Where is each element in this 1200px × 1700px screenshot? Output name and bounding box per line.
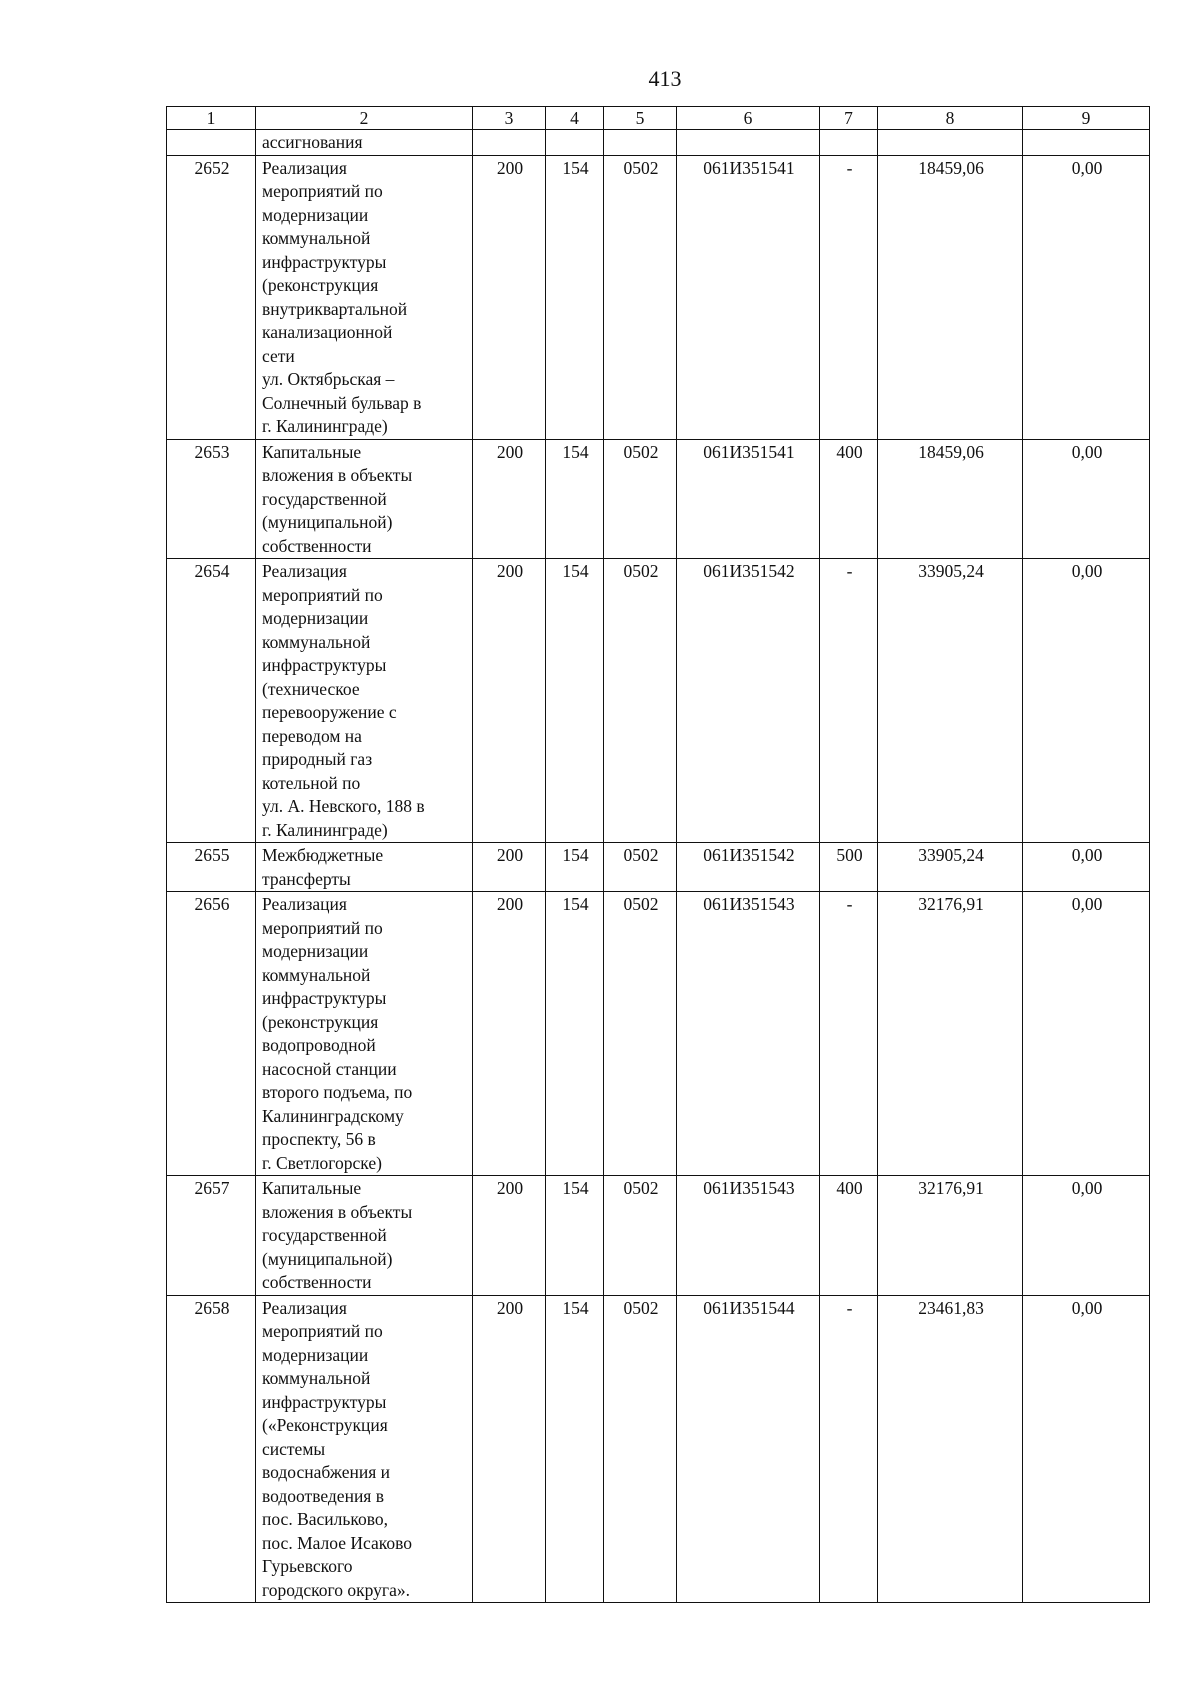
col-3-code: 200	[473, 843, 546, 892]
col-4-code: 154	[546, 1176, 604, 1296]
row-name-line: (техническое	[262, 678, 360, 699]
col-6-code: 061И351543	[677, 1176, 820, 1296]
col-9-amount: 0,00	[1023, 892, 1150, 1176]
row-number: 2657	[167, 1176, 256, 1296]
table-row	[167, 1295, 1150, 1603]
row-name-line: инфраструктуры	[262, 1391, 387, 1412]
row-name-line: модернизации	[262, 1344, 369, 1365]
col-6-code: 061И351541	[677, 155, 820, 439]
row-name-line: второго подъема, по	[262, 1082, 413, 1102]
row-name-line: водопроводной	[262, 1035, 376, 1055]
row-name-line: инфраструктуры	[262, 251, 387, 272]
cell-empty	[677, 130, 820, 156]
row-name-line: инфраструктуры	[262, 655, 387, 675]
col-8-amount: 23461,83	[878, 1295, 1023, 1603]
col-8-amount: 18459,06	[878, 155, 1023, 439]
row-name-line: проспекту, 56 в	[262, 1129, 376, 1149]
table-row	[167, 559, 1150, 843]
row-name-line: вложения в объекты	[262, 1201, 413, 1222]
row-name-line: модернизации	[262, 608, 369, 628]
col-6-code: 061И351543	[677, 892, 820, 1176]
row-name-line: государственной	[262, 488, 387, 509]
row-name-line: (реконструкция	[262, 1011, 379, 1032]
row-name-line: модернизации	[262, 941, 369, 961]
row-name-line: г. Калининграде)	[262, 416, 388, 436]
row-number: 2658	[167, 1295, 256, 1603]
col-7-code: -	[820, 155, 878, 439]
row-number: 2652	[167, 155, 256, 439]
cell-empty	[546, 130, 604, 156]
row-name-line: Калининградскому	[262, 1105, 404, 1126]
col-4-code: 154	[546, 439, 604, 559]
row-name-line: трансферты	[262, 868, 351, 889]
table-row	[167, 155, 1150, 439]
row-name-line: мероприятий по	[262, 1321, 383, 1341]
col-5-code: 0502	[604, 843, 677, 892]
col-3-code: 200	[473, 1176, 546, 1296]
col-4-code: 154	[546, 1295, 604, 1603]
col-7-code: -	[820, 559, 878, 843]
col-3-code: 200	[473, 1295, 546, 1603]
row-name-line: модернизации	[262, 204, 369, 225]
continuation-name: ассигнования	[256, 130, 473, 156]
col-6-code: 061И351544	[677, 1295, 820, 1603]
col-5-code: 0502	[604, 155, 677, 439]
header-col-4: 4	[546, 107, 604, 130]
row-name-line: канализационной	[262, 322, 393, 342]
cell-empty	[473, 130, 546, 156]
header-row	[167, 107, 1150, 130]
row-name-line: г. Калининграде)	[262, 819, 388, 840]
col-5-code: 0502	[604, 439, 677, 559]
header-col-7: 7	[820, 107, 878, 130]
cell-empty	[604, 130, 677, 156]
row-name-line: перевооружение с	[262, 702, 397, 722]
row-name-line: ул. Октябрьская –	[262, 369, 395, 389]
col-8-amount: 33905,24	[878, 559, 1023, 843]
row-name	[256, 559, 473, 843]
col-5-code: 0502	[604, 1176, 677, 1296]
col-8-amount: 33905,24	[878, 843, 1023, 892]
col-8-amount: 32176,91	[878, 892, 1023, 1176]
row-name-line: системы	[262, 1438, 326, 1459]
page-number: 413	[648, 66, 682, 91]
row-name	[256, 1176, 473, 1296]
row-name-line: сети	[262, 345, 295, 366]
row-name-line: природный газ	[262, 749, 373, 769]
col-5-code: 0502	[604, 559, 677, 843]
row-name-line: собственности	[262, 1272, 372, 1292]
row-name	[256, 892, 473, 1176]
row-name-line: Реализация	[262, 561, 347, 581]
row-name-line: Межбюджетные	[262, 845, 384, 865]
col-8-amount: 18459,06	[878, 439, 1023, 559]
col-9-amount: 0,00	[1023, 1176, 1150, 1296]
row-name	[256, 155, 473, 439]
row-name-line: Солнечный бульвар в	[262, 392, 422, 413]
col-4-code: 154	[546, 559, 604, 843]
col-4-code: 154	[546, 843, 604, 892]
col-3-code: 200	[473, 892, 546, 1176]
col-9-amount: 0,00	[1023, 439, 1150, 559]
cell-empty	[1023, 130, 1150, 156]
row-name-line: («Реконструкция	[262, 1415, 388, 1435]
row-name-line: вложения в объекты	[262, 465, 413, 485]
row-name-line: инфраструктуры	[262, 988, 387, 1008]
row-name-line: насосной станции	[262, 1058, 397, 1079]
col-5-code: 0502	[604, 1295, 677, 1603]
col-3-code: 200	[473, 559, 546, 843]
row-name	[256, 1295, 473, 1603]
row-name-line: государственной	[262, 1225, 387, 1245]
row-name-line: коммунальной	[262, 1368, 371, 1388]
col-7-code: -	[820, 892, 878, 1176]
cell-empty	[820, 130, 878, 156]
col-6-code: 061И351541	[677, 439, 820, 559]
table-row	[167, 892, 1150, 1176]
row-name-line: г. Светлогорске)	[262, 1152, 382, 1173]
row-name	[256, 439, 473, 559]
col-6-code: 061И351542	[677, 559, 820, 843]
col-9-amount: 0,00	[1023, 155, 1150, 439]
row-name-line: мероприятий по	[262, 917, 383, 938]
col-4-code: 154	[546, 155, 604, 439]
col-3-code: 200	[473, 439, 546, 559]
row-name-line: городского округа».	[262, 1579, 410, 1600]
row-name-line: мероприятий по	[262, 584, 383, 605]
row-name-line: собственности	[262, 535, 372, 556]
continuation-row	[167, 130, 1150, 156]
row-name	[256, 843, 473, 892]
row-name-line: переводом на	[262, 725, 362, 746]
col-9-amount: 0,00	[1023, 1295, 1150, 1603]
row-name-line: пос. Малое Исаково	[262, 1532, 413, 1553]
row-name-line: Капитальные	[262, 1178, 362, 1198]
col-3-code: 200	[473, 155, 546, 439]
row-name-line: (муниципальной)	[262, 512, 393, 532]
header-col-9: 9	[1023, 107, 1150, 130]
header-col-2: 2	[256, 107, 473, 130]
table-row	[167, 843, 1150, 892]
col-7-code: 400	[820, 439, 878, 559]
col-5-code: 0502	[604, 892, 677, 1176]
col-7-code: -	[820, 1295, 878, 1603]
row-name-line: (муниципальной)	[262, 1248, 393, 1269]
row-number: 2655	[167, 843, 256, 892]
col-4-code: 154	[546, 892, 604, 1176]
budget-table	[166, 106, 1150, 1603]
col-6-code: 061И351542	[677, 843, 820, 892]
row-name-line: пос. Васильково,	[262, 1509, 388, 1529]
table-row	[167, 1176, 1150, 1296]
header-col-1: 1	[167, 107, 256, 130]
col-7-code: 400	[820, 1176, 878, 1296]
header-col-3: 3	[473, 107, 546, 130]
cell-empty	[167, 130, 256, 156]
row-name-line: ул. А. Невского, 188 в	[262, 796, 425, 816]
row-name-line: Капитальные	[262, 441, 362, 462]
col-7-code: 500	[820, 843, 878, 892]
col-8-amount: 32176,91	[878, 1176, 1023, 1296]
row-name-line: внутриквартальной	[262, 298, 408, 319]
row-name-line: Реализация	[262, 1297, 347, 1318]
row-number: 2654	[167, 559, 256, 843]
row-name-line: (реконструкция	[262, 275, 379, 295]
row-name-line: мероприятий по	[262, 181, 383, 201]
row-name-line: коммунальной	[262, 964, 371, 985]
row-name-line: Гурьевского	[262, 1556, 353, 1576]
row-number: 2656	[167, 892, 256, 1176]
table-row	[167, 439, 1150, 559]
row-name-line: коммунальной	[262, 631, 371, 652]
row-name-line: водоснабжения и	[262, 1462, 390, 1482]
cell-empty	[878, 130, 1023, 156]
header-col-6: 6	[677, 107, 820, 130]
row-name-line: Реализация	[262, 894, 347, 914]
row-name-line: Реализация	[262, 157, 347, 178]
row-number: 2653	[167, 439, 256, 559]
col-9-amount: 0,00	[1023, 559, 1150, 843]
row-name-line: котельной по	[262, 772, 361, 793]
row-name-line: коммунальной	[262, 228, 371, 248]
col-9-amount: 0,00	[1023, 843, 1150, 892]
header-col-5: 5	[604, 107, 677, 130]
header-col-8: 8	[878, 107, 1023, 130]
row-name-line: водоотведения в	[262, 1485, 384, 1506]
